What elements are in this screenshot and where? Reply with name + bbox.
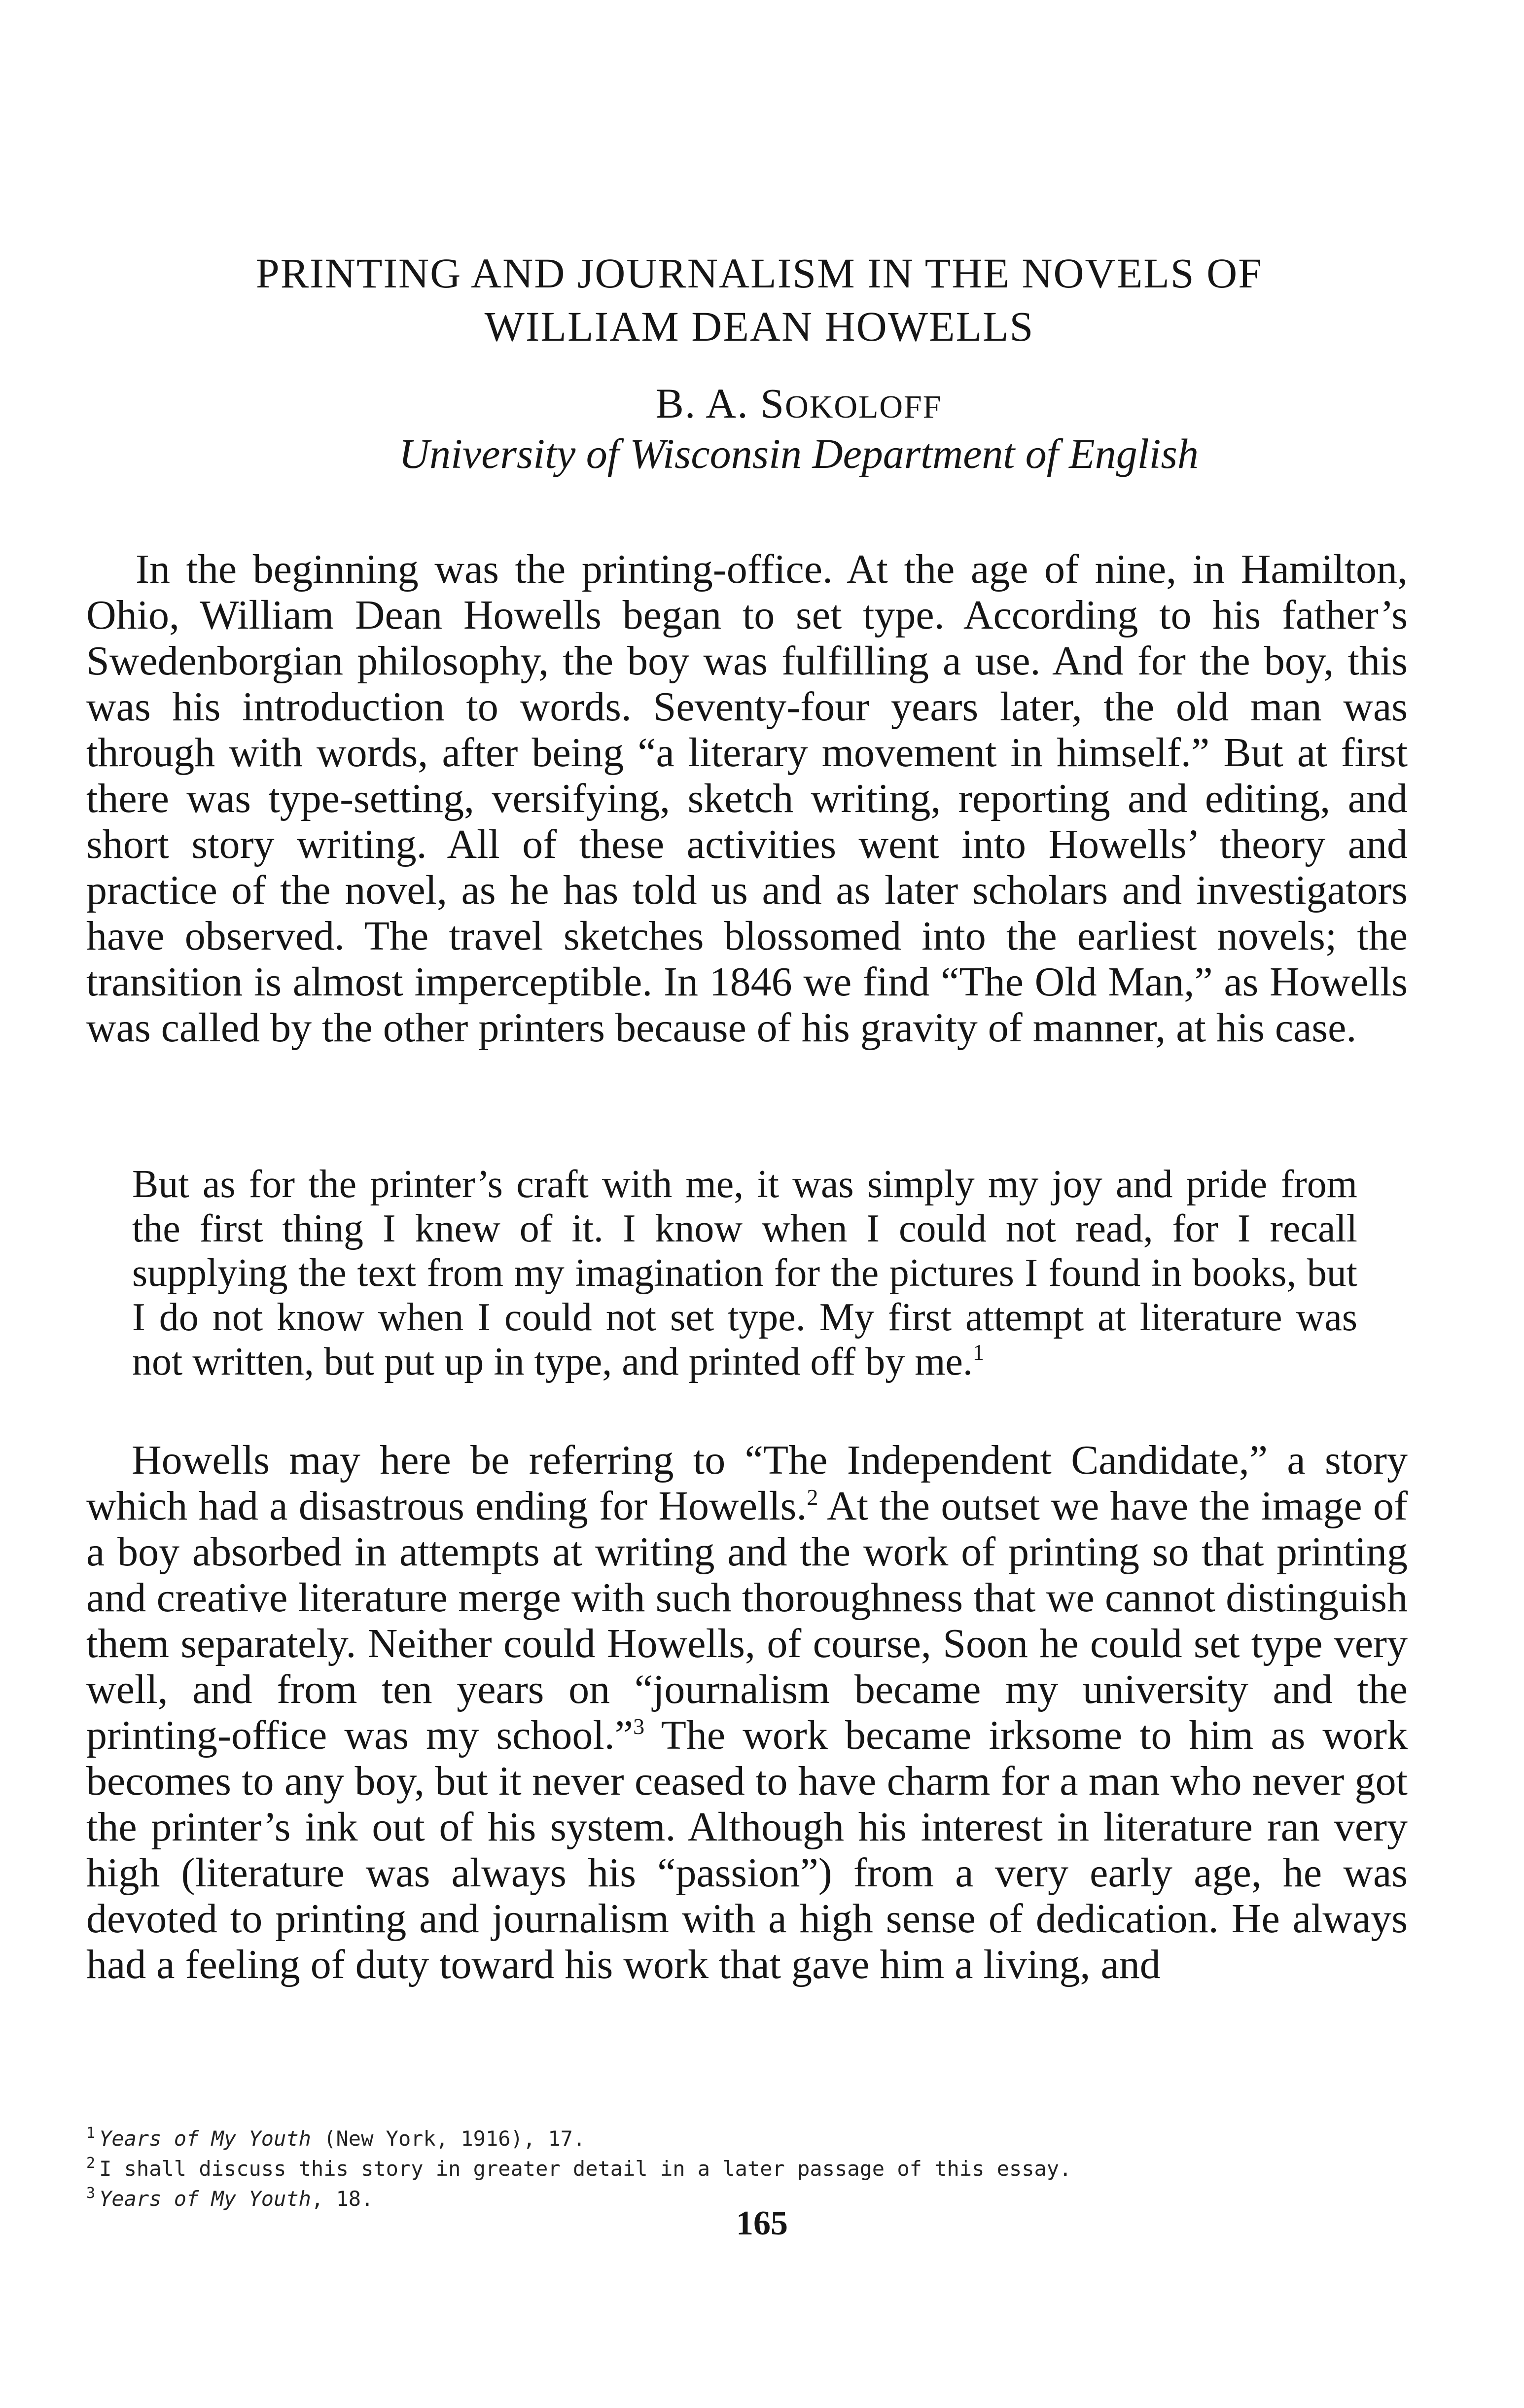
article-title (148, 247, 1371, 353)
paragraph-2-part-a: Howells may here be referring to “The Independent Candidate,” a story which had a disastrous ending for Howells. (86, 1437, 1408, 1529)
footnote-ref-3: 3 (633, 1714, 645, 1739)
footnote-3: $^3$ Years of My Youth, 18. (86, 2185, 374, 2211)
page-number: 165 (736, 2204, 788, 2242)
paragraph-2-part-c: The work became irksome to him as work becomes to any boy, but it never ceased to have charm for a man who never got the printer’s ink out of his system. Although his interest in literature ran very high (literature was always his “passion”) from a very early age, he was devoted to printing and journalism with a high sense of dedication. He always had a feeling of duty toward his work that gave him a living, and (86, 1712, 1408, 1987)
author-name: B. A. SOKOLOFF (655, 380, 942, 427)
footnote-2: $^2$ I shall discuss this story in greater detail in a later passage of this essay. (86, 2155, 1072, 2181)
footnote-1: $^1$ Years of My Youth (New York, 1916), 17. (86, 2125, 586, 2151)
quote-text: But as for the printer’s craft with me, it was simply my joy and pride from the first thing I knew of it. I know when I could not read, for I recall supplying the text from my imagination for the pictures I found in books, but I do not know when I could not set type. My first attempt at literature was not written, but put up in type, and printed off by me. (132, 1163, 1357, 1383)
paragraph-2-part-b: At the outset we have the image of a boy absorbed in attempts at writing and the work of printing so that printing and creative literature merge with such thoroughness that we cannot distinguish them separately. Neither could Howells, of course, Soon he could set type very well, and from ten years on “journalism became my university and the printing-office was my school.” (86, 1483, 1408, 1758)
title-line-1: PRINTING AND JOURNALISM IN THE NOVELS OF (255, 249, 1263, 297)
footnote-ref-2: 2 (807, 1485, 818, 1510)
body-paragraph-2 (86, 1437, 1408, 1987)
title-line-2: WILLIAM DEAN HOWELLS (484, 303, 1034, 350)
block-quote (132, 1162, 1357, 1384)
footnotes (86, 2121, 1408, 2211)
body-paragraph-1: In the beginning was the printing-office. At the age of nine, in Hamilton, Ohio, William Dean Howells began to set type. According to his father’s Swedenborgian philosophy, the boy was fulfilling a use. And for the boy, this was his introduction to words. Seventy-four years later, the old man was through with words, after being “a literary movement in himself.” But at first there was type-setting, versifying, sketch writing, reporting and editing, and short story writing. All of these activities went into Howells’ theory and practice of the novel, as he has told us and as later scholars and investigators have observed. The travel sketches blossomed into the earliest novels; the transition is almost imperceptible. In 1846 we find “The Old Man,” as Howells was called by the other printers because of his gravity of manner, at his case. (86, 546, 1408, 1051)
author-affiliation: University of Wisconsin Department of English (399, 430, 1199, 477)
footnote-ref-1: 1 (972, 1340, 984, 1365)
